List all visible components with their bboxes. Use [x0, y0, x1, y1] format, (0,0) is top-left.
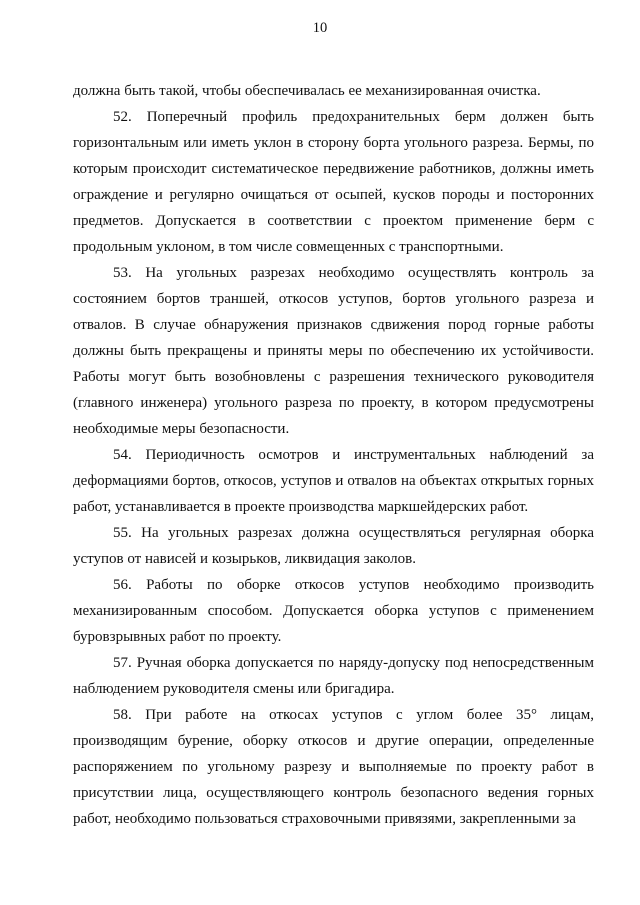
paragraph-54: 54. Периодичность осмотров и инструментальных наблюдений за деформациями бортов, откосов, уступов и отвалов на объектах открытых горных работ, устанавливается в проекте производства маркшейдерских работ.	[73, 447, 594, 515]
paragraph-55: 55. На угольных разрезах должна осуществляться регулярная оборка уступов от нависей и козырьков, ликвидация заколов.	[73, 525, 594, 567]
paragraph-continuation: должна быть такой, чтобы обеспечивалась ее механизированная очистка.	[73, 83, 541, 99]
document-body	[73, 78, 594, 832]
paragraph-52: 52. Поперечный профиль предохранительных берм должен быть горизонтальным или иметь уклон в сторону борта угольного разреза. Бермы, по которым происходит систематическое передвижение работников, должны иметь ограждение и регулярно очищаться от осыпей, кусков породы и посторонних предметов. Допускается в соответствии с проектом применение берм с продольным уклоном, в том числе совмещенных с транспортными.	[73, 109, 594, 255]
page-number: 10	[312, 20, 328, 36]
paragraph-53: 53. На угольных разрезах необходимо осуществлять контроль за состоянием бортов траншей, откосов уступов, бортов угольного разреза и отвалов. В случае обнаружения признаков сдвижения пород горные работы должны быть прекращены и приняты меры по обеспечению их устойчивости. Работы могут быть возобновлены с разрешения технического руководителя (главного инженера) угольного разреза по проекту, в котором предусмотрены необходимые меры безопасности.	[73, 265, 594, 437]
paragraph-58: 58. При работе на откосах уступов с углом более 35° лицам, производящим бурение, оборку откосов и другие операции, определенные распоряжением по угольному разрезу и выполняемые по проекту работ в присутствии лица, осуществляющего контроль безопасного ведения горных работ, необходимо пользоваться страховочными привязями, закрепленными за	[73, 707, 594, 827]
paragraph-57: 57. Ручная оборка допускается по наряду-допуску под непосредственным наблюдением руководителя смены или бригадира.	[73, 655, 594, 697]
paragraph-56: 56. Работы по оборке откосов уступов необходимо производить механизированным способом. Допускается оборка уступов с применением буровзрывных работ по проекту.	[73, 577, 594, 645]
